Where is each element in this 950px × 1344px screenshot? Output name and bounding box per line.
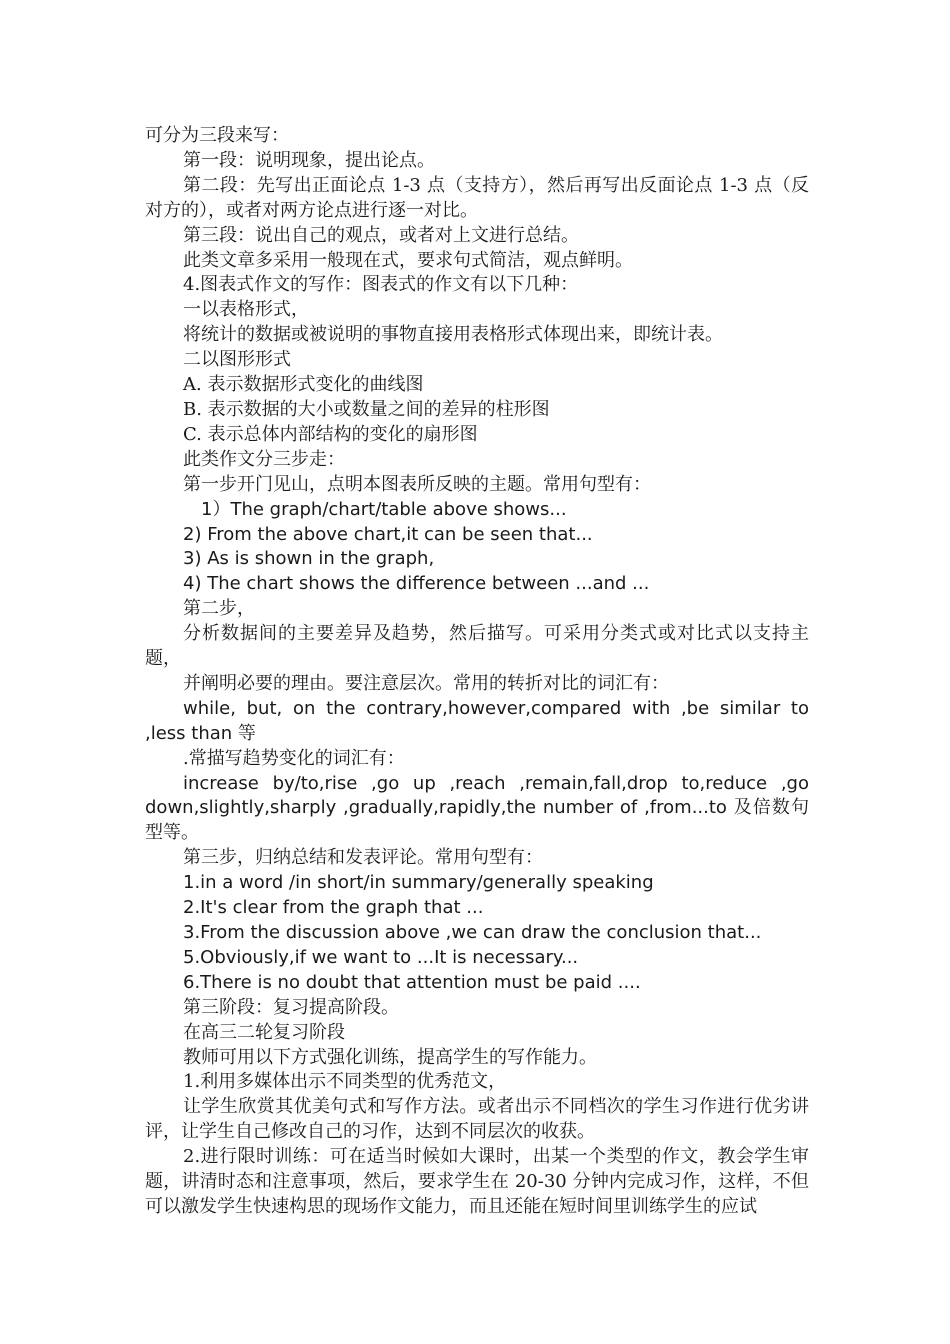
paragraph: 3.From the discussion above ,we can draw the conclusion that... <box>183 922 762 943</box>
paragraph: 一以表格形式， <box>183 299 309 321</box>
paragraph: 5.Obviously,if we want to ...It is necessary... <box>183 946 579 968</box>
paragraph: while, but, on the contrary,however,compared with ,be similar to ,less than 等 <box>145 697 809 744</box>
paragraph: 3) As is shown in the graph, <box>183 548 435 570</box>
paragraph: 1.in a word /in short/in summary/generally speaking <box>183 872 654 894</box>
paragraph: 2.It's clear from the graph that ... <box>183 897 484 919</box>
paragraph: B. 表示数据的大小或数量之间的差异的柱形图 <box>183 398 550 420</box>
paragraph: 在高三二轮复习阶段 <box>183 1021 345 1043</box>
paragraph: 第三段：说出自己的观点，或者对上文进行总结。 <box>183 224 579 246</box>
paragraph: 1）The graph/chart/table above shows... <box>201 498 567 520</box>
paragraph: 6.There is no doubt that attention must be paid .... <box>183 971 641 993</box>
paragraph: 第三阶段：复习提高阶段。 <box>183 996 399 1018</box>
paragraph: 4.图表式作文的写作：图表式的作文有以下几种： <box>183 274 579 296</box>
paragraph: 教师可用以下方式强化训练，提高学生的写作能力。 <box>183 1046 597 1068</box>
paragraph: 此类文章多采用一般现在式，要求句式简洁，观点鲜明。 <box>183 249 633 271</box>
paragraph: 第一段：说明现象，提出论点。 <box>183 149 435 171</box>
paragraph: 此类作文分三步走： <box>183 448 345 470</box>
paragraph: 2.进行限时训练：可在适当时候如大课时，出某一个类型的作文，教会学生审题，讲清时态和注意事项，然后，要求学生在 20-30 分钟内完成习作，这样，不但可以激发学生快速构思的现场作文能力，而且还能在短时间里训练学生的应试 <box>145 1146 809 1217</box>
paragraph: C. 表示总体内部结构的变化的扇形图 <box>183 423 478 445</box>
paragraph: 第二段：先写出正面论点 1-3 点（支持方），然后再写出反面论点 1-3 点（反对方的），或者对两方论点进行逐一对比。 <box>145 174 809 221</box>
paragraph: increase by/to,rise ,go up ,reach ,remain,fall,drop to,reduce ,go down,slightly,sharply ,gradually,rapidly,the number of ,from...to 及倍数句型等。 <box>145 772 809 844</box>
paragraph: 第三步，归纳总结和发表评论。常用句型有： <box>183 847 543 869</box>
paragraph: 将统计的数据或被说明的事物直接用表格形式体现出来，即统计表。 <box>183 324 723 346</box>
paragraph: 2) From the above chart,it can be seen that... <box>183 523 593 545</box>
paragraph: 让学生欣赏其优美句式和写作方法。或者出示不同档次的学生习作进行优劣讲评，让学生自己修改自己的习作，达到不同层次的收获。 <box>145 1096 809 1143</box>
paragraph: A. 表示数据形式变化的曲线图 <box>183 374 424 396</box>
paragraph: 并阐明必要的理由。要注意层次。常用的转折对比的词汇有： <box>183 672 669 694</box>
paragraph: 1.利用多媒体出示不同类型的优秀范文， <box>183 1071 507 1093</box>
paragraph: 第二步， <box>183 598 255 620</box>
paragraph: 可分为三段来写： <box>145 125 289 146</box>
paragraph: 二以图形形式 <box>183 349 291 371</box>
paragraph: 第一步开门见山，点明本图表所反映的主题。常用句型有： <box>183 473 651 495</box>
paragraph: 分析数据间的主要差异及趋势，然后描写。可采用分类式或对比式以支持主题， <box>145 623 809 670</box>
paragraph: .常描写趋势变化的词汇有： <box>183 747 405 769</box>
paragraph: 4) The chart shows the difference between ...and ... <box>183 573 650 595</box>
document-page <box>145 124 809 1220</box>
